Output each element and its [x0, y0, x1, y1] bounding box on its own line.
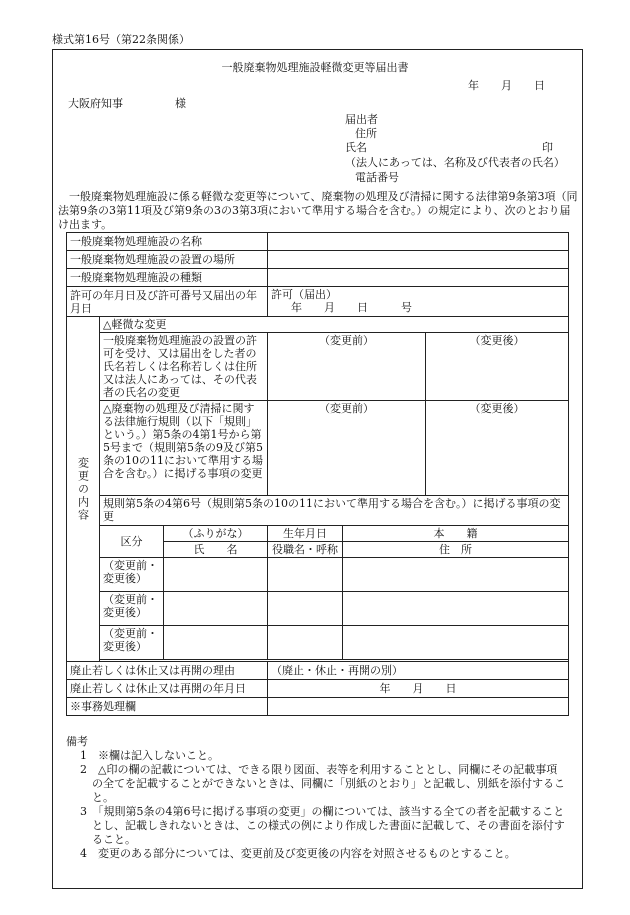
minor-change-heading: △軽微な変更: [100, 317, 569, 333]
person2-name-field[interactable]: [164, 592, 268, 626]
person3-birth-field[interactable]: [268, 626, 343, 660]
note-item: 4 変更のある部分については、変更前及び変更後の内容を対照させるものとすること。: [80, 847, 516, 860]
honseki-label: 本 籍: [343, 526, 569, 542]
facility-name-label: 一般廃棄物処理施設の名称: [67, 233, 268, 251]
person1-birth-field[interactable]: [268, 558, 343, 592]
closure-date-field[interactable]: [268, 680, 569, 698]
furigana-label: （ふりがな）: [164, 526, 268, 542]
role-label: 役職名・呼称: [268, 542, 343, 558]
change-item2-label: △廃棄物の処理及び清掃に関する法律施行規則（以下「規則」という。）第5条の4第1号から第5号まで（規則第5条の9及び第5条の10の11において準用する場合を含む。）に掲げる事項の変更: [100, 401, 268, 496]
addressee-honorific: 様: [175, 97, 186, 110]
person1-kubun: （変更前・変更後）: [100, 558, 164, 592]
date-line[interactable]: 年 月 日: [468, 79, 545, 92]
permit-date-label: 許可の年月日及び許可番号又届出の年月日: [67, 287, 268, 317]
office-use-field: [268, 698, 569, 716]
facility-type-label: 一般廃棄物処理施設の種類: [67, 269, 268, 287]
permit-label: 許可（届出）: [271, 288, 338, 301]
person3-address-field[interactable]: [343, 626, 569, 660]
facility-type-field[interactable]: [268, 269, 569, 287]
person2-address-field[interactable]: [343, 592, 569, 626]
notifier-phone-label: 電話番号: [355, 171, 399, 184]
change-side-label-cell: [67, 317, 100, 662]
item1-before-field[interactable]: [268, 333, 426, 401]
note-item: 3 「規則第5条の4第6号に掲げる事項の変更」の欄については、該当する全ての者を記載することとし、記載しきれないときは、この様式の例により作成した書面に記載して、その書面を添付すること。: [80, 805, 565, 846]
person1-address-field[interactable]: [343, 558, 569, 592]
jusho-label: 住 所: [343, 542, 569, 558]
addressee: 大阪府知事: [68, 97, 123, 110]
seal-mark: 印: [542, 141, 553, 154]
notifier-address-label: 住所: [355, 127, 377, 140]
shimei-label: 氏 名: [164, 542, 268, 558]
form-id: 様式第16号（第22条関係）: [52, 33, 190, 46]
form-title: 一般廃棄物処理施設軽微変更等届出書: [221, 61, 409, 74]
item1-after-label: （変更後）: [469, 334, 525, 347]
facility-place-field[interactable]: [268, 251, 569, 269]
intro-paragraph: 一般廃棄物処理施設に係る軽微な変更等について、廃棄物の処理及び清掃に関する法律第9条第3項（同法第9条の3第11項及び第9条の3の3第3項において準用する場合を含む。）の規定により、次のとおり届け出ます。: [58, 190, 578, 231]
facility-place-label: 一般廃棄物処理施設の設置の場所: [67, 251, 268, 269]
item2-after-field[interactable]: [426, 401, 569, 496]
person2-kubun: （変更前・変更後）: [100, 592, 164, 626]
item2-before-label: （変更前）: [319, 402, 375, 415]
notifier-name-label: 氏名: [345, 141, 367, 154]
notes-heading: 備考: [66, 735, 88, 748]
person1-name-field[interactable]: [164, 558, 268, 592]
change-item3-label: 規則第5条の4第6号（規則第5条の10の11において準用する場合を含む。）に掲げる事項の変更: [100, 496, 569, 526]
item2-after-label: （変更後）: [469, 402, 525, 415]
notifier-corp-note: （法人にあっては、名称及び代表者の氏名）: [345, 156, 565, 169]
item2-before-field[interactable]: [268, 401, 426, 496]
note-item: 1 ※欄は記入しないこと。: [80, 749, 219, 762]
closure-ymd: 年 月 日: [379, 682, 457, 695]
person3-kubun: （変更前・変更後）: [100, 626, 164, 660]
kubun-label: 区分: [100, 526, 164, 558]
item1-after-field[interactable]: [426, 333, 569, 401]
closure-reason-label: 廃止若しくは休止又は再開の理由: [67, 662, 268, 680]
permit-date-field[interactable]: [268, 287, 569, 317]
person3-name-field[interactable]: [164, 626, 268, 660]
office-use-label: ※事務処理欄: [67, 698, 268, 716]
form-table: [66, 232, 569, 716]
notes-section: [66, 735, 568, 861]
permit-ymd: 年 月 日 号: [291, 301, 413, 314]
closure-date-label: 廃止若しくは休止又は再開の年月日: [67, 680, 268, 698]
closure-kind: （廃止・休止・再開の別）: [271, 664, 404, 677]
closure-reason-field[interactable]: [268, 662, 569, 680]
change-side-label: 変更の内容: [76, 456, 90, 522]
birth-label: 生年月日: [268, 526, 343, 542]
facility-name-field[interactable]: [268, 233, 569, 251]
note-item: 2 △印の欄の記載については、できる限り図面、表等を利用することとし、同欄にその記載事項の全てを記載することができないときは、同欄に「別紙のとおり」と記載し、別紙を添付すること。: [80, 763, 565, 804]
item1-before-label: （変更前）: [319, 334, 375, 347]
change-item1-label: 一般廃棄物処理施設の設置の許可を受け、又は届出をした者の氏名若しくは名称若しくは住所又は法人にあっては、その代表者の氏名の変更: [100, 333, 268, 401]
person2-birth-field[interactable]: [268, 592, 343, 626]
notifier-label: 届出者: [345, 113, 378, 126]
